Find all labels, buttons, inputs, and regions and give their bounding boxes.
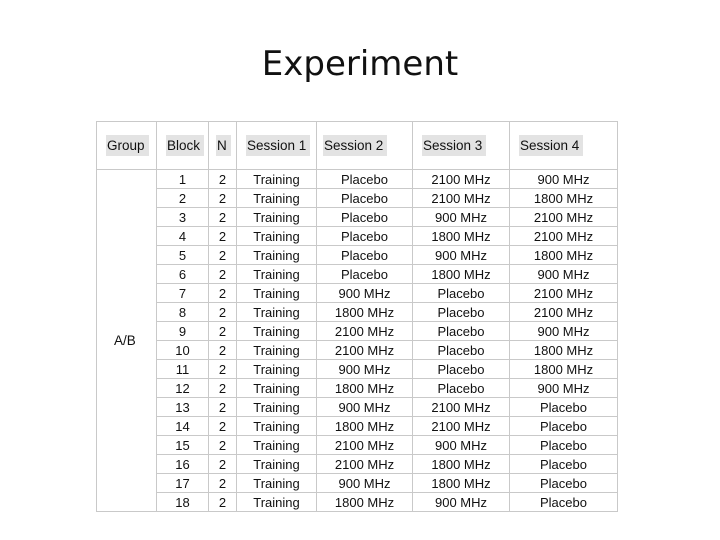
n-cell: 2 [209, 265, 237, 284]
session-4-cell: 900 MHz [510, 265, 618, 284]
session-3-cell: 1800 MHz [413, 227, 510, 246]
session-1-cell: Training [237, 436, 317, 455]
header-block: Block [157, 122, 209, 170]
n-cell: 2 [209, 170, 237, 189]
table-row [97, 265, 618, 284]
session-1-cell: Training [237, 493, 317, 512]
session-1-cell: Training [237, 341, 317, 360]
session-4-cell: Placebo [510, 455, 618, 474]
n-cell: 2 [209, 341, 237, 360]
session-2-cell: 1800 MHz [317, 493, 413, 512]
experiment-table [96, 121, 618, 512]
block-cell: 3 [157, 208, 209, 227]
n-cell: 2 [209, 284, 237, 303]
table-row [97, 189, 618, 208]
session-2-cell: 2100 MHz [317, 341, 413, 360]
table-row [97, 341, 618, 360]
n-cell: 2 [209, 493, 237, 512]
session-3-cell: Placebo [413, 341, 510, 360]
session-3-cell: Placebo [413, 303, 510, 322]
table-row [97, 227, 618, 246]
session-4-cell: Placebo [510, 474, 618, 493]
n-cell: 2 [209, 208, 237, 227]
n-cell: 2 [209, 398, 237, 417]
table-row [97, 436, 618, 455]
header-session-2: Session 2 [317, 122, 413, 170]
session-4-cell: 2100 MHz [510, 303, 618, 322]
block-cell: 16 [157, 455, 209, 474]
session-1-cell: Training [237, 208, 317, 227]
session-4-cell: 900 MHz [510, 170, 618, 189]
session-1-cell: Training [237, 189, 317, 208]
session-1-cell: Training [237, 227, 317, 246]
session-4-cell: Placebo [510, 417, 618, 436]
table-row [97, 493, 618, 512]
block-cell: 18 [157, 493, 209, 512]
table-row [97, 284, 618, 303]
n-cell: 2 [209, 227, 237, 246]
session-2-cell: 2100 MHz [317, 436, 413, 455]
session-1-cell: Training [237, 417, 317, 436]
block-cell: 2 [157, 189, 209, 208]
session-1-cell: Training [237, 284, 317, 303]
session-2-cell: Placebo [317, 246, 413, 265]
n-cell: 2 [209, 417, 237, 436]
table-row [97, 322, 618, 341]
header-n: N [209, 122, 237, 170]
block-cell: 4 [157, 227, 209, 246]
n-cell: 2 [209, 436, 237, 455]
block-cell: 8 [157, 303, 209, 322]
n-cell: 2 [209, 322, 237, 341]
session-3-cell: 2100 MHz [413, 398, 510, 417]
session-2-cell: 900 MHz [317, 398, 413, 417]
session-1-cell: Training [237, 322, 317, 341]
table-row [97, 303, 618, 322]
block-cell: 15 [157, 436, 209, 455]
table-row [97, 455, 618, 474]
session-3-cell: 2100 MHz [413, 170, 510, 189]
block-cell: 14 [157, 417, 209, 436]
block-cell: 6 [157, 265, 209, 284]
block-cell: 10 [157, 341, 209, 360]
session-3-cell: 2100 MHz [413, 189, 510, 208]
session-2-cell: 2100 MHz [317, 322, 413, 341]
session-2-cell: Placebo [317, 208, 413, 227]
session-4-cell: 2100 MHz [510, 284, 618, 303]
session-3-cell: Placebo [413, 379, 510, 398]
n-cell: 2 [209, 246, 237, 265]
session-3-cell: 900 MHz [413, 208, 510, 227]
session-4-cell: 900 MHz [510, 379, 618, 398]
block-cell: 17 [157, 474, 209, 493]
session-2-cell: Placebo [317, 170, 413, 189]
session-3-cell: Placebo [413, 360, 510, 379]
block-cell: 13 [157, 398, 209, 417]
session-4-cell: 1800 MHz [510, 341, 618, 360]
block-cell: 1 [157, 170, 209, 189]
session-3-cell: 2100 MHz [413, 417, 510, 436]
session-1-cell: Training [237, 455, 317, 474]
session-2-cell: Placebo [317, 227, 413, 246]
session-4-cell: Placebo [510, 436, 618, 455]
session-2-cell: 900 MHz [317, 284, 413, 303]
session-1-cell: Training [237, 360, 317, 379]
block-cell: 5 [157, 246, 209, 265]
header-group: Group [97, 122, 157, 170]
block-cell: 12 [157, 379, 209, 398]
session-4-cell: Placebo [510, 398, 618, 417]
table-row [97, 208, 618, 227]
session-1-cell: Training [237, 379, 317, 398]
slide-title: Experiment [261, 44, 459, 84]
session-1-cell: Training [237, 303, 317, 322]
table-row [97, 170, 618, 189]
header-session-3: Session 3 [413, 122, 510, 170]
session-3-cell: 900 MHz [413, 493, 510, 512]
session-3-cell: Placebo [413, 284, 510, 303]
session-3-cell: 1800 MHz [413, 474, 510, 493]
group-cell: A/B [97, 170, 157, 512]
session-2-cell: Placebo [317, 265, 413, 284]
experiment-table-container [96, 121, 617, 512]
session-2-cell: 1800 MHz [317, 379, 413, 398]
session-1-cell: Training [237, 474, 317, 493]
n-cell: 2 [209, 455, 237, 474]
session-2-cell: 1800 MHz [317, 417, 413, 436]
n-cell: 2 [209, 189, 237, 208]
table-body [97, 170, 618, 512]
session-2-cell: 900 MHz [317, 360, 413, 379]
table-row [97, 417, 618, 436]
session-2-cell: 1800 MHz [317, 303, 413, 322]
session-4-cell: 1800 MHz [510, 360, 618, 379]
session-3-cell: 900 MHz [413, 436, 510, 455]
n-cell: 2 [209, 474, 237, 493]
session-3-cell: 1800 MHz [413, 265, 510, 284]
n-cell: 2 [209, 303, 237, 322]
session-4-cell: 1800 MHz [510, 189, 618, 208]
session-4-cell: 900 MHz [510, 322, 618, 341]
n-cell: 2 [209, 360, 237, 379]
block-cell: 11 [157, 360, 209, 379]
session-1-cell: Training [237, 246, 317, 265]
table-row [97, 474, 618, 493]
n-cell: 2 [209, 379, 237, 398]
session-4-cell: Placebo [510, 493, 618, 512]
session-1-cell: Training [237, 170, 317, 189]
header-session-4: Session 4 [510, 122, 618, 170]
session-3-cell: Placebo [413, 322, 510, 341]
block-cell: 7 [157, 284, 209, 303]
session-4-cell: 2100 MHz [510, 227, 618, 246]
session-3-cell: 900 MHz [413, 246, 510, 265]
session-4-cell: 1800 MHz [510, 246, 618, 265]
session-3-cell: 1800 MHz [413, 455, 510, 474]
table-row [97, 398, 618, 417]
session-2-cell: 2100 MHz [317, 455, 413, 474]
table-row [97, 246, 618, 265]
session-2-cell: 900 MHz [317, 474, 413, 493]
table-row [97, 360, 618, 379]
table-row [97, 379, 618, 398]
table-header-row [97, 122, 618, 170]
session-1-cell: Training [237, 265, 317, 284]
session-2-cell: Placebo [317, 189, 413, 208]
session-4-cell: 2100 MHz [510, 208, 618, 227]
block-cell: 9 [157, 322, 209, 341]
session-1-cell: Training [237, 398, 317, 417]
header-session-1: Session 1 [237, 122, 317, 170]
